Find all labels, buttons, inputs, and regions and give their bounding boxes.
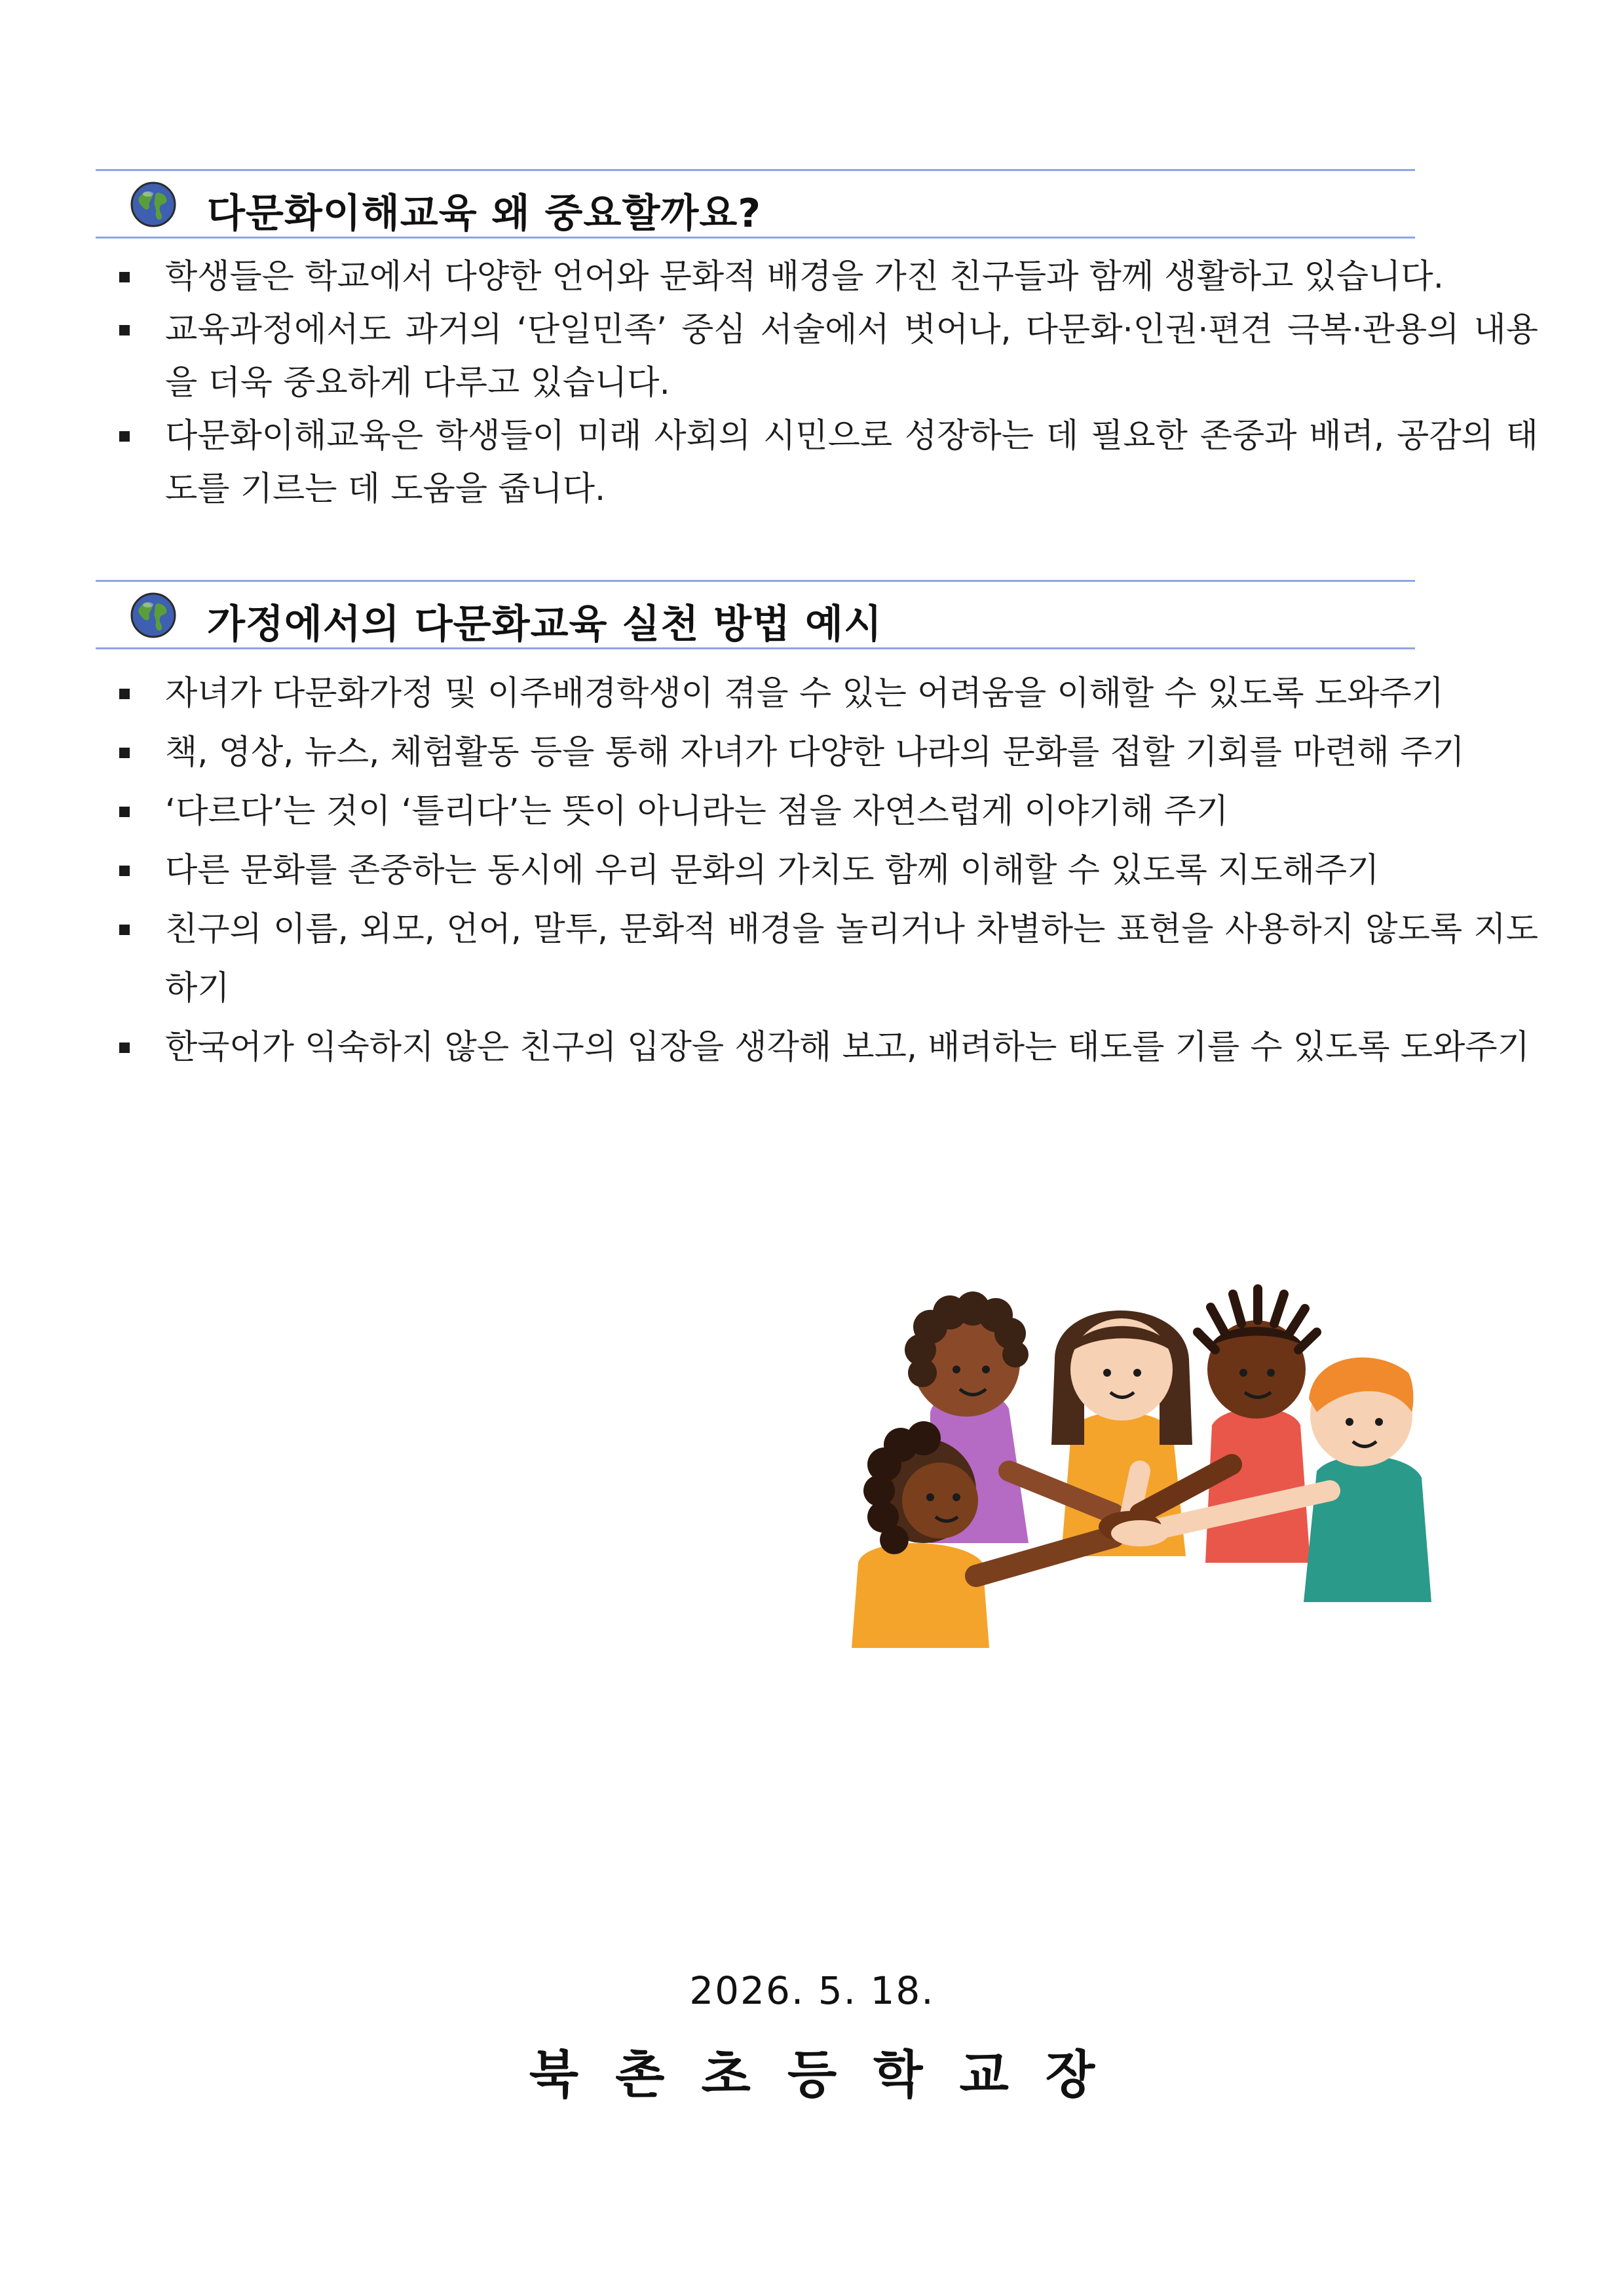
- bullet-square-icon: [119, 1043, 130, 1053]
- principal-signature: 북촌초등학교장: [529, 2046, 1132, 2105]
- bullet-square-icon: [119, 431, 130, 442]
- header-rule-bottom: [96, 237, 1415, 239]
- home-practice-list: [115, 664, 1538, 1077]
- bullet-square-icon: [119, 807, 130, 817]
- list-item-text: 교육과정에서도 과거의 ‘단일민족’ 중심 서술에서 벗어나, 다문화·인권·편견 극복·관용의 내용을 더욱 중요하게 다루고 있습니다.: [165, 311, 1538, 402]
- bullet-square-icon: [119, 748, 130, 758]
- section-header-home-practice: [96, 580, 1415, 649]
- header-rule-top: [96, 169, 1415, 171]
- importance-list: [115, 250, 1538, 516]
- list-item-text: 다른 문화를 존중하는 동시에 우리 문화의 가치도 함께 이해할 수 있도록 지도해주기: [165, 851, 1380, 890]
- list-item-text: 친구의 이름, 외모, 언어, 말투, 문화적 배경을 놀리거나 차별하는 표현을 사용하지 않도록 지도하기: [165, 910, 1538, 1008]
- globe-icon: [130, 592, 177, 639]
- bullet-square-icon: [119, 866, 130, 876]
- list-item-text: 책, 영상, 뉴스, 체험활동 등을 통해 자녀가 다양한 나라의 문화를 접할 기회를 마련해 주기: [165, 733, 1465, 772]
- header-rule-top: [96, 580, 1415, 582]
- list-item: [115, 250, 1538, 303]
- list-item-text: 학생들은 학교에서 다양한 언어와 문화적 배경을 가진 친구들과 함께 생활하고 있습니다.: [165, 258, 1444, 296]
- list-item-text: 다문화이해교육은 학생들이 미래 사회의 시민으로 성장하는 데 필요한 존중과 배려, 공감의 태도를 기르는 데 도움을 줍니다.: [165, 417, 1538, 508]
- document-date: 2026. 5. 18.: [689, 1968, 935, 2013]
- section-title: 다문화이해교육 왜 중요할까요?: [207, 191, 762, 237]
- bullet-square-icon: [119, 272, 130, 282]
- list-item: [115, 303, 1538, 410]
- globe-icon: [130, 181, 177, 228]
- list-item: [115, 1018, 1538, 1077]
- list-item-text: 한국어가 익숙하지 않은 친구의 입장을 생각해 보고, 배려하는 태도를 기를 수 있도록 도와주기: [165, 1028, 1530, 1067]
- list-item-text: ‘다르다’는 것이 ‘틀리다’는 뜻이 아니라는 점을 자연스럽게 이야기해 주기: [165, 792, 1229, 831]
- section-header-importance: [96, 169, 1415, 239]
- list-item-text: 자녀가 다문화가정 및 이주배경학생이 겪을 수 있는 어려움을 이해할 수 있도록 도와주기: [165, 674, 1444, 713]
- bullet-square-icon: [119, 325, 130, 335]
- section-title: 가정에서의 다문화교육 실천 방법 예시: [207, 602, 882, 647]
- list-item: [115, 723, 1538, 782]
- bullet-square-icon: [119, 925, 130, 935]
- list-item: [115, 782, 1538, 841]
- list-item: [115, 410, 1538, 516]
- bullet-square-icon: [119, 689, 130, 699]
- list-item: [115, 841, 1538, 900]
- children-stacking-hands-illustration: [832, 1255, 1448, 1674]
- list-item: [115, 664, 1538, 723]
- header-rule-bottom: [96, 647, 1415, 649]
- list-item: [115, 900, 1538, 1018]
